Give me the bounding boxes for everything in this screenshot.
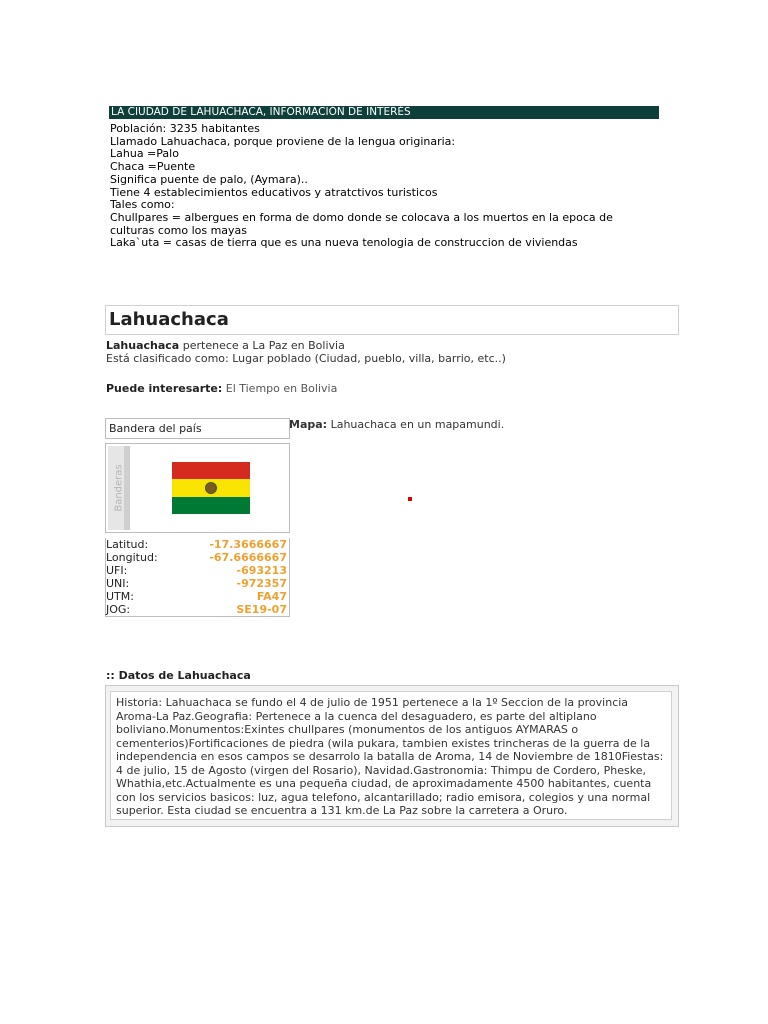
map-location-dot	[408, 497, 412, 501]
coord-value[interactable]: SE19-07	[236, 603, 287, 616]
belongs-line	[106, 339, 345, 353]
map-text: Lahuachaca en un mapamundi.	[327, 418, 505, 431]
intro-heading: LA CIUDAD DE LAHUACHACA, INFORMACIÓN DE INTERÉS	[109, 106, 659, 119]
coord-row	[106, 551, 289, 564]
bolivia-flag	[172, 462, 250, 514]
datos-line: independencia en esos campos se desarrolo la batalla de Aroma, 14 de Noviembre de 1810Fiestas:	[116, 750, 664, 763]
intro-line: Lahua =Palo	[110, 147, 179, 161]
intro-line: Chullpares = albergues en forma de domo donde se colocava a los muertos en la epoca de	[110, 210, 613, 224]
coord-value[interactable]: -67.6666667	[209, 551, 287, 564]
datos-line: boliviano.Monumentos:Exintes chullpares (monumentos de los antiguos AYMARAS o	[116, 723, 579, 736]
coordinates-table	[105, 538, 290, 617]
coord-row	[106, 603, 289, 616]
coord-key: Latitud:	[106, 538, 149, 551]
map-line	[289, 418, 504, 431]
coord-key: UNI:	[106, 577, 130, 590]
flag-emblem-icon	[205, 482, 217, 494]
datos-line: superior. Esta ciudad se encuentra a 131 km.de La Paz sobre la carretera a Oruro.	[116, 804, 568, 817]
place-title-box	[105, 305, 679, 335]
intro-line: Chaca =Puente	[110, 160, 196, 174]
coord-row	[106, 577, 289, 590]
intro-line: Tales como:	[110, 198, 175, 212]
intro-line: Población: 3235 habitantes	[110, 122, 260, 135]
datos-line: Whathia,etc.Actualmente es una pequeña ciudad, de aproximadamente 4500 habitantes, cuenta	[116, 777, 652, 790]
weather-link[interactable]: El Tiempo en Bolivia	[222, 382, 338, 395]
intro-line: culturas como los mayas	[110, 223, 248, 237]
interest-label: Puede interesarte:	[106, 382, 223, 395]
datos-line: Historia: Lahuachaca se fundo el 4 de julio de 1951 pertenece a la 1º Seccion de la provincia	[116, 696, 629, 709]
flag-label: Bandera del país	[105, 418, 290, 439]
flag-side-label: Banderas	[113, 464, 125, 512]
coord-row	[106, 590, 289, 603]
coord-key: JOG:	[106, 603, 131, 616]
datos-box	[105, 685, 679, 827]
belongs-text: pertenece a La Paz en Bolivia	[179, 339, 345, 352]
classified-line: Está clasificado como: Lugar poblado (Ciudad, pueblo, villa, barrio, etc..)	[106, 352, 506, 365]
intro-text	[110, 123, 630, 250]
flag-side-panel	[108, 446, 130, 530]
coord-value[interactable]: -693213	[236, 564, 287, 577]
datos-line: con los servicios basicos: luz, agua telefono, alcantarillado; radio emisora, colegios y una normal	[116, 790, 651, 804]
coord-key: UTM:	[106, 590, 134, 603]
page-title: Lahuachaca	[109, 309, 229, 330]
coord-key: UFI:	[106, 564, 128, 577]
intro-line: Laka`uta = casas de tierra que es una nueva tenologia de construccion de viviendas	[110, 236, 578, 250]
datos-line: cementerios)Fortificaciones de piedra (wila pukara, tambien existes trincheras de la guerra de la	[116, 736, 651, 750]
flag-scrollbar[interactable]	[124, 446, 130, 530]
coord-key: Longitud:	[106, 551, 158, 564]
intro-line: Significa puente de palo, (Aymara)..	[110, 172, 308, 186]
flag-stripe-red	[172, 462, 250, 479]
coord-value[interactable]: -972357	[236, 577, 287, 590]
intro-line: Llamado Lahuachaca, porque proviene de la lengua originaria:	[110, 134, 456, 148]
coord-value[interactable]: FA47	[256, 590, 287, 603]
coord-row	[106, 538, 289, 551]
datos-line: 4 de julio, 15 de Agosto (virgen del Rosario), Navidad.Gastronomia: Thimpu de Cordero, Pheske,	[116, 763, 646, 777]
datos-text	[110, 691, 672, 820]
coord-value[interactable]: -17.3666667	[209, 538, 287, 551]
map-label: Mapa:	[289, 418, 328, 431]
flag-stripe-green	[172, 497, 250, 514]
intro-line: Tiene 4 establecimientos educativos y atratctivos turisticos	[110, 185, 438, 199]
datos-heading: :: Datos de Lahuachaca	[106, 669, 251, 682]
place-name: Lahuachaca	[106, 339, 180, 352]
datos-line: Aroma-La Paz.Geografia: Pertenece a la cuenca del desaguadero, es parte del altiplano	[116, 709, 597, 723]
interest-line	[106, 382, 337, 396]
coord-row	[106, 564, 289, 577]
flag-box	[105, 443, 290, 533]
